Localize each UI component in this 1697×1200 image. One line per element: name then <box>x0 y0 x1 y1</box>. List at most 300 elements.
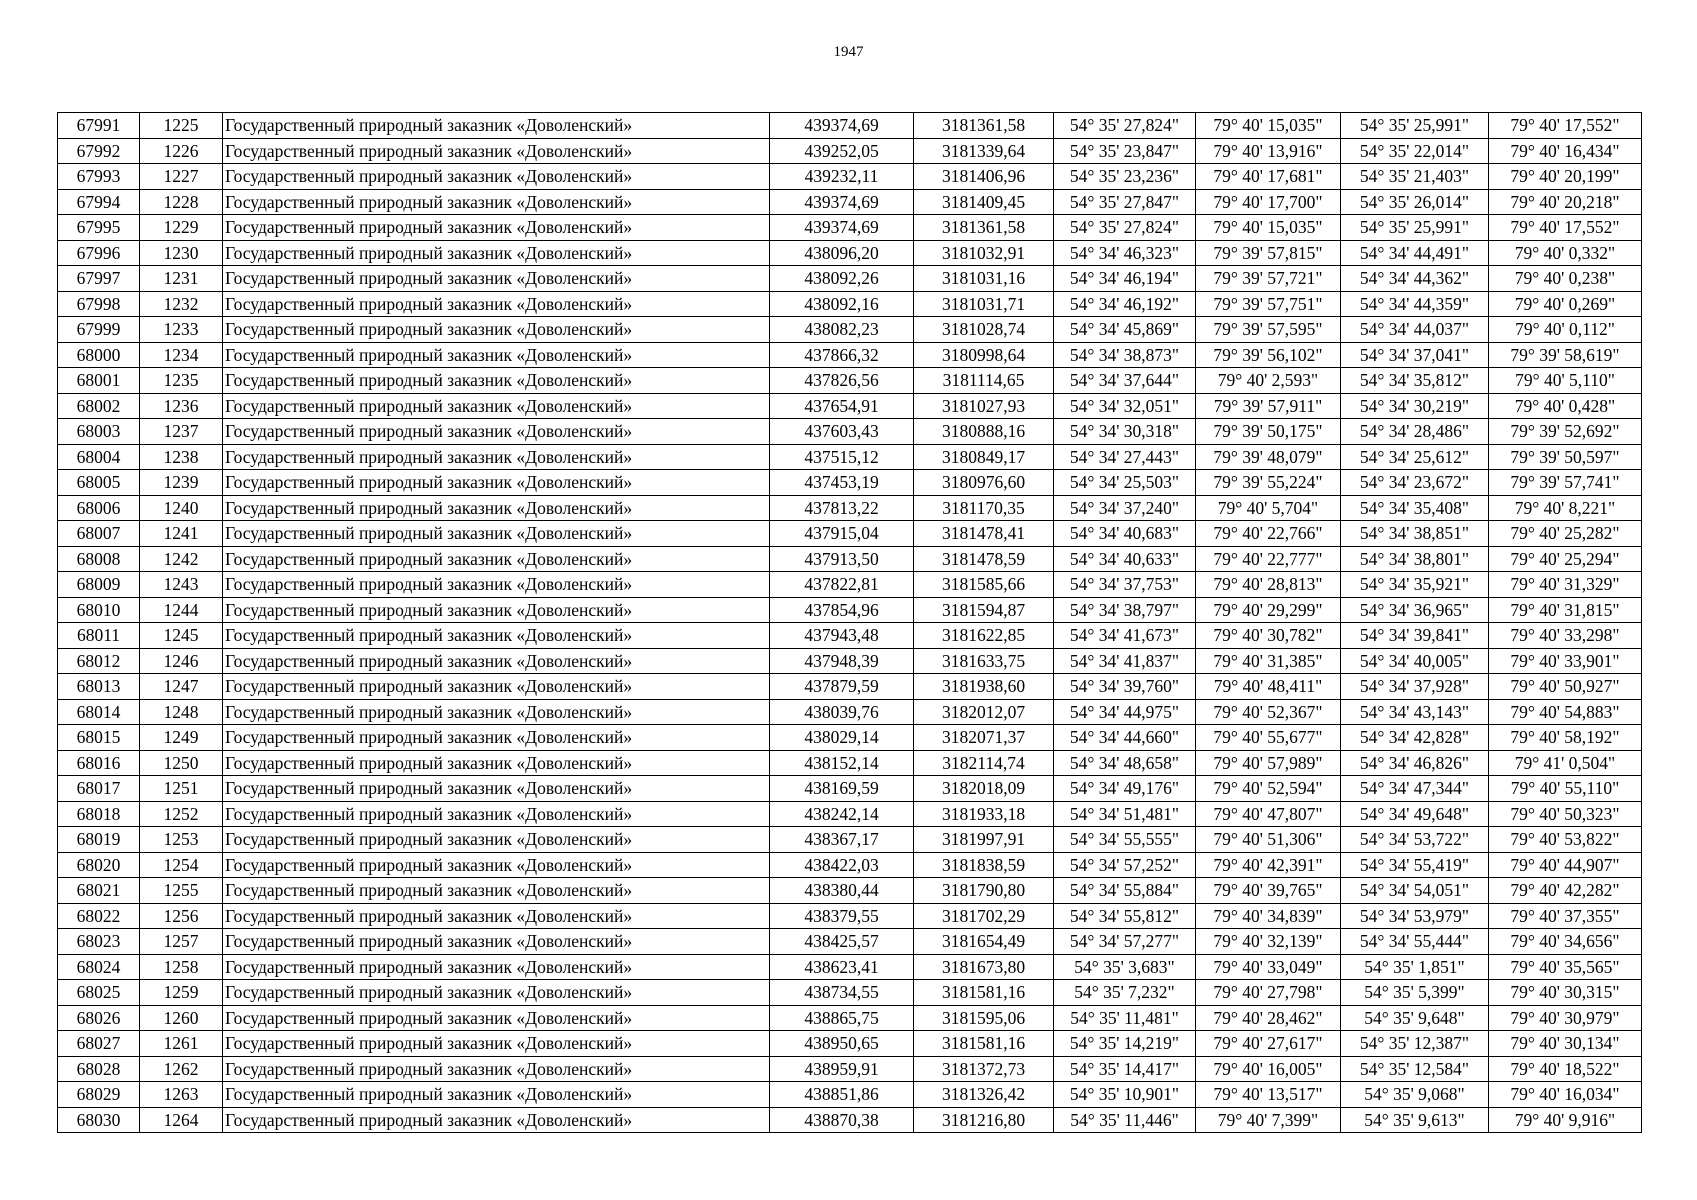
cell-row-number: 67999 <box>58 317 140 343</box>
cell-latitude-1: 54° 34' 38,873" <box>1054 342 1196 368</box>
cell-row-number: 67997 <box>58 266 140 292</box>
cell-longitude-1: 79° 40' 34,839" <box>1196 903 1341 929</box>
cell-reserve-name: Государственный природный заказник «Доволенский» <box>223 801 770 827</box>
cell-longitude-2: 79° 40' 17,552" <box>1489 215 1642 241</box>
table-row <box>58 648 1642 674</box>
cell-row-number: 67995 <box>58 215 140 241</box>
cell-latitude-1: 54° 35' 23,236" <box>1054 164 1196 190</box>
cell-latitude-2: 54° 34' 55,444" <box>1341 929 1489 955</box>
cell-longitude-1: 79° 40' 17,700" <box>1196 189 1341 215</box>
cell-row-number: 68010 <box>58 597 140 623</box>
cell-coord-x: 437913,50 <box>770 546 914 572</box>
cell-longitude-2: 79° 40' 44,907" <box>1489 852 1642 878</box>
cell-coord-x: 438422,03 <box>770 852 914 878</box>
cell-point-number: 1263 <box>140 1082 223 1108</box>
cell-reserve-name: Государственный природный заказник «Доволенский» <box>223 368 770 394</box>
cell-latitude-1: 54° 34' 48,658" <box>1054 750 1196 776</box>
cell-reserve-name: Государственный природный заказник «Доволенский» <box>223 623 770 649</box>
cell-point-number: 1252 <box>140 801 223 827</box>
cell-row-number: 68021 <box>58 878 140 904</box>
cell-latitude-2: 54° 34' 39,841" <box>1341 623 1489 649</box>
cell-row-number: 67992 <box>58 138 140 164</box>
cell-latitude-2: 54° 34' 38,801" <box>1341 546 1489 572</box>
cell-longitude-2: 79° 40' 42,282" <box>1489 878 1642 904</box>
cell-latitude-1: 54° 35' 11,446" <box>1054 1107 1196 1133</box>
cell-coord-y: 3181170,35 <box>914 495 1054 521</box>
cell-point-number: 1260 <box>140 1005 223 1031</box>
cell-coord-x: 437515,12 <box>770 444 914 470</box>
cell-longitude-1: 79° 39' 50,175" <box>1196 419 1341 445</box>
cell-coord-y: 3181339,64 <box>914 138 1054 164</box>
cell-coord-y: 3180888,16 <box>914 419 1054 445</box>
cell-longitude-1: 79° 39' 56,102" <box>1196 342 1341 368</box>
cell-latitude-2: 54° 34' 25,612" <box>1341 444 1489 470</box>
cell-latitude-2: 54° 34' 35,812" <box>1341 368 1489 394</box>
cell-reserve-name: Государственный природный заказник «Доволенский» <box>223 240 770 266</box>
cell-reserve-name: Государственный природный заказник «Доволенский» <box>223 546 770 572</box>
coordinates-table <box>57 112 1642 1133</box>
cell-coord-y: 3181622,85 <box>914 623 1054 649</box>
cell-latitude-1: 54° 34' 40,633" <box>1054 546 1196 572</box>
cell-reserve-name: Государственный природный заказник «Доволенский» <box>223 1031 770 1057</box>
cell-longitude-1: 79° 40' 52,594" <box>1196 776 1341 802</box>
cell-longitude-1: 79° 40' 5,704" <box>1196 495 1341 521</box>
cell-coord-y: 3181361,58 <box>914 113 1054 139</box>
cell-row-number: 68025 <box>58 980 140 1006</box>
cell-point-number: 1243 <box>140 572 223 598</box>
table-row <box>58 1056 1642 1082</box>
cell-row-number: 68004 <box>58 444 140 470</box>
cell-coord-x: 438096,20 <box>770 240 914 266</box>
cell-point-number: 1256 <box>140 903 223 929</box>
cell-point-number: 1232 <box>140 291 223 317</box>
cell-longitude-2: 79° 40' 18,522" <box>1489 1056 1642 1082</box>
cell-reserve-name: Государственный природный заказник «Доволенский» <box>223 317 770 343</box>
table-row <box>58 368 1642 394</box>
table-row <box>58 954 1642 980</box>
cell-row-number: 68006 <box>58 495 140 521</box>
cell-point-number: 1226 <box>140 138 223 164</box>
cell-row-number: 68011 <box>58 623 140 649</box>
cell-coord-x: 438169,59 <box>770 776 914 802</box>
cell-longitude-1: 79° 40' 28,813" <box>1196 572 1341 598</box>
table-row <box>58 164 1642 190</box>
cell-longitude-2: 79° 40' 37,355" <box>1489 903 1642 929</box>
cell-row-number: 68009 <box>58 572 140 598</box>
cell-longitude-2: 79° 40' 54,883" <box>1489 699 1642 725</box>
cell-row-number: 68007 <box>58 521 140 547</box>
cell-coord-x: 438380,44 <box>770 878 914 904</box>
cell-reserve-name: Государственный природный заказник «Доволенский» <box>223 776 770 802</box>
table-row <box>58 317 1642 343</box>
cell-latitude-2: 54° 34' 44,491" <box>1341 240 1489 266</box>
cell-coord-x: 438870,38 <box>770 1107 914 1133</box>
cell-row-number: 68002 <box>58 393 140 419</box>
cell-coord-x: 437948,39 <box>770 648 914 674</box>
cell-longitude-1: 79° 40' 32,139" <box>1196 929 1341 955</box>
cell-longitude-2: 79° 40' 31,815" <box>1489 597 1642 623</box>
cell-coord-x: 437603,43 <box>770 419 914 445</box>
cell-reserve-name: Государственный природный заказник «Доволенский» <box>223 495 770 521</box>
cell-coord-x: 437453,19 <box>770 470 914 496</box>
cell-latitude-1: 54° 34' 57,277" <box>1054 929 1196 955</box>
cell-row-number: 68024 <box>58 954 140 980</box>
cell-longitude-1: 79° 40' 17,681" <box>1196 164 1341 190</box>
cell-latitude-2: 54° 35' 9,648" <box>1341 1005 1489 1031</box>
cell-coord-y: 3181594,87 <box>914 597 1054 623</box>
cell-row-number: 68030 <box>58 1107 140 1133</box>
table-row <box>58 852 1642 878</box>
cell-longitude-1: 79° 40' 15,035" <box>1196 215 1341 241</box>
cell-reserve-name: Государственный природный заказник «Доволенский» <box>223 699 770 725</box>
cell-point-number: 1261 <box>140 1031 223 1057</box>
cell-reserve-name: Государственный природный заказник «Доволенский» <box>223 903 770 929</box>
cell-reserve-name: Государственный природный заказник «Доволенский» <box>223 1056 770 1082</box>
cell-row-number: 68016 <box>58 750 140 776</box>
cell-reserve-name: Государственный природный заказник «Доволенский» <box>223 164 770 190</box>
cell-longitude-1: 79° 40' 28,462" <box>1196 1005 1341 1031</box>
cell-latitude-1: 54° 34' 46,194" <box>1054 266 1196 292</box>
table-row <box>58 878 1642 904</box>
cell-coord-x: 437866,32 <box>770 342 914 368</box>
cell-coord-y: 3180976,60 <box>914 470 1054 496</box>
page-number: 1947 <box>833 44 864 60</box>
cell-coord-y: 3181216,80 <box>914 1107 1054 1133</box>
cell-latitude-2: 54° 34' 43,143" <box>1341 699 1489 725</box>
cell-longitude-1: 79° 40' 27,798" <box>1196 980 1341 1006</box>
cell-longitude-1: 79° 40' 42,391" <box>1196 852 1341 878</box>
cell-coord-y: 3182114,74 <box>914 750 1054 776</box>
cell-latitude-1: 54° 34' 55,555" <box>1054 827 1196 853</box>
cell-latitude-2: 54° 34' 30,219" <box>1341 393 1489 419</box>
cell-row-number: 68001 <box>58 368 140 394</box>
table-row <box>58 623 1642 649</box>
cell-longitude-2: 79° 41' 0,504" <box>1489 750 1642 776</box>
cell-coord-y: 3181406,96 <box>914 164 1054 190</box>
cell-coord-x: 437943,48 <box>770 623 914 649</box>
cell-longitude-1: 79° 40' 33,049" <box>1196 954 1341 980</box>
cell-longitude-2: 79° 40' 30,979" <box>1489 1005 1642 1031</box>
cell-longitude-1: 79° 40' 22,777" <box>1196 546 1341 572</box>
cell-longitude-2: 79° 40' 34,656" <box>1489 929 1642 955</box>
cell-reserve-name: Государственный природный заказник «Доволенский» <box>223 750 770 776</box>
cell-latitude-2: 54° 34' 35,408" <box>1341 495 1489 521</box>
cell-coord-x: 438623,41 <box>770 954 914 980</box>
cell-longitude-1: 79° 39' 55,224" <box>1196 470 1341 496</box>
cell-reserve-name: Государственный природный заказник «Доволенский» <box>223 470 770 496</box>
table-row <box>58 980 1642 1006</box>
cell-longitude-2: 79° 40' 17,552" <box>1489 113 1642 139</box>
cell-coord-x: 438959,91 <box>770 1056 914 1082</box>
cell-point-number: 1235 <box>140 368 223 394</box>
cell-coord-x: 438152,14 <box>770 750 914 776</box>
cell-point-number: 1230 <box>140 240 223 266</box>
cell-latitude-2: 54° 34' 36,965" <box>1341 597 1489 623</box>
cell-row-number: 67993 <box>58 164 140 190</box>
cell-longitude-2: 79° 40' 55,110" <box>1489 776 1642 802</box>
cell-longitude-1: 79° 40' 30,782" <box>1196 623 1341 649</box>
cell-latitude-2: 54° 34' 40,005" <box>1341 648 1489 674</box>
cell-coord-y: 3181032,91 <box>914 240 1054 266</box>
cell-latitude-1: 54° 34' 41,673" <box>1054 623 1196 649</box>
table-row <box>58 291 1642 317</box>
cell-row-number: 68013 <box>58 674 140 700</box>
table-row <box>58 240 1642 266</box>
cell-latitude-1: 54° 35' 27,824" <box>1054 215 1196 241</box>
cell-latitude-2: 54° 34' 37,928" <box>1341 674 1489 700</box>
cell-coord-y: 3181933,18 <box>914 801 1054 827</box>
cell-coord-y: 3181409,45 <box>914 189 1054 215</box>
cell-latitude-1: 54° 34' 44,975" <box>1054 699 1196 725</box>
cell-reserve-name: Государственный природный заказник «Доволенский» <box>223 521 770 547</box>
cell-coord-y: 3181478,41 <box>914 521 1054 547</box>
cell-reserve-name: Государственный природный заказник «Доволенский» <box>223 419 770 445</box>
cell-longitude-1: 79° 39' 48,079" <box>1196 444 1341 470</box>
cell-longitude-2: 79° 39' 57,741" <box>1489 470 1642 496</box>
cell-longitude-1: 79° 40' 7,399" <box>1196 1107 1341 1133</box>
cell-coord-y: 3181673,80 <box>914 954 1054 980</box>
cell-point-number: 1258 <box>140 954 223 980</box>
table-row <box>58 495 1642 521</box>
cell-reserve-name: Государственный природный заказник «Доволенский» <box>223 954 770 980</box>
cell-row-number: 67996 <box>58 240 140 266</box>
cell-coord-x: 438734,55 <box>770 980 914 1006</box>
cell-reserve-name: Государственный природный заказник «Доволенский» <box>223 597 770 623</box>
cell-longitude-1: 79° 40' 16,005" <box>1196 1056 1341 1082</box>
cell-row-number: 68015 <box>58 725 140 751</box>
cell-latitude-1: 54° 34' 40,683" <box>1054 521 1196 547</box>
cell-reserve-name: Государственный природный заказник «Доволенский» <box>223 852 770 878</box>
cell-longitude-2: 79° 40' 50,927" <box>1489 674 1642 700</box>
cell-reserve-name: Государственный природный заказник «Доволенский» <box>223 266 770 292</box>
table-row <box>58 776 1642 802</box>
table-row <box>58 189 1642 215</box>
cell-reserve-name: Государственный природный заказник «Доволенский» <box>223 572 770 598</box>
cell-coord-y: 3181114,65 <box>914 368 1054 394</box>
cell-coord-y: 3180849,17 <box>914 444 1054 470</box>
cell-longitude-1: 79° 40' 51,306" <box>1196 827 1341 853</box>
cell-coord-x: 439374,69 <box>770 113 914 139</box>
cell-longitude-2: 79° 39' 52,692" <box>1489 419 1642 445</box>
cell-longitude-1: 79° 40' 57,989" <box>1196 750 1341 776</box>
cell-latitude-1: 54° 34' 49,176" <box>1054 776 1196 802</box>
cell-coord-x: 439374,69 <box>770 215 914 241</box>
cell-reserve-name: Государственный природный заказник «Доволенский» <box>223 1005 770 1031</box>
table-row <box>58 725 1642 751</box>
table-row <box>58 215 1642 241</box>
cell-point-number: 1251 <box>140 776 223 802</box>
cell-coord-x: 439252,05 <box>770 138 914 164</box>
cell-coord-x: 438092,26 <box>770 266 914 292</box>
cell-longitude-2: 79° 39' 50,597" <box>1489 444 1642 470</box>
cell-row-number: 68022 <box>58 903 140 929</box>
cell-coord-y: 3181654,49 <box>914 929 1054 955</box>
cell-coord-x: 437654,91 <box>770 393 914 419</box>
cell-coord-x: 438379,55 <box>770 903 914 929</box>
cell-longitude-1: 79° 40' 13,517" <box>1196 1082 1341 1108</box>
cell-longitude-1: 79° 40' 31,385" <box>1196 648 1341 674</box>
table-row <box>58 827 1642 853</box>
cell-latitude-1: 54° 35' 11,481" <box>1054 1005 1196 1031</box>
cell-reserve-name: Государственный природный заказник «Доволенский» <box>223 725 770 751</box>
cell-latitude-2: 54° 34' 53,722" <box>1341 827 1489 853</box>
cell-longitude-1: 79° 40' 22,766" <box>1196 521 1341 547</box>
cell-point-number: 1225 <box>140 113 223 139</box>
cell-latitude-1: 54° 35' 10,901" <box>1054 1082 1196 1108</box>
cell-point-number: 1233 <box>140 317 223 343</box>
cell-reserve-name: Государственный природный заказник «Доволенский» <box>223 393 770 419</box>
table-row <box>58 674 1642 700</box>
cell-row-number: 68023 <box>58 929 140 955</box>
cell-longitude-1: 79° 40' 27,617" <box>1196 1031 1341 1057</box>
cell-point-number: 1227 <box>140 164 223 190</box>
cell-latitude-2: 54° 34' 46,826" <box>1341 750 1489 776</box>
cell-longitude-2: 79° 39' 58,619" <box>1489 342 1642 368</box>
cell-latitude-2: 54° 34' 49,648" <box>1341 801 1489 827</box>
cell-longitude-1: 79° 40' 15,035" <box>1196 113 1341 139</box>
cell-row-number: 68020 <box>58 852 140 878</box>
cell-coord-y: 3182012,07 <box>914 699 1054 725</box>
table-row <box>58 138 1642 164</box>
table-row <box>58 521 1642 547</box>
cell-reserve-name: Государственный природный заказник «Доволенский» <box>223 444 770 470</box>
cell-reserve-name: Государственный природный заказник «Доволенский» <box>223 342 770 368</box>
cell-longitude-2: 79° 40' 0,112" <box>1489 317 1642 343</box>
cell-coord-y: 3181361,58 <box>914 215 1054 241</box>
cell-row-number: 68012 <box>58 648 140 674</box>
cell-latitude-2: 54° 34' 37,041" <box>1341 342 1489 368</box>
cell-latitude-1: 54° 34' 46,192" <box>1054 291 1196 317</box>
cell-row-number: 68008 <box>58 546 140 572</box>
cell-reserve-name: Государственный природный заказник «Доволенский» <box>223 648 770 674</box>
cell-point-number: 1250 <box>140 750 223 776</box>
cell-coord-x: 437813,22 <box>770 495 914 521</box>
cell-latitude-2: 54° 35' 12,584" <box>1341 1056 1489 1082</box>
cell-latitude-2: 54° 34' 38,851" <box>1341 521 1489 547</box>
cell-reserve-name: Государственный природный заказник «Доволенский» <box>223 1082 770 1108</box>
cell-longitude-2: 79° 40' 50,323" <box>1489 801 1642 827</box>
cell-point-number: 1239 <box>140 470 223 496</box>
table-row <box>58 801 1642 827</box>
cell-coord-y: 3181372,73 <box>914 1056 1054 1082</box>
cell-coord-y: 3180998,64 <box>914 342 1054 368</box>
table-row <box>58 1005 1642 1031</box>
cell-point-number: 1255 <box>140 878 223 904</box>
cell-point-number: 1242 <box>140 546 223 572</box>
cell-latitude-1: 54° 34' 46,323" <box>1054 240 1196 266</box>
cell-longitude-2: 79° 40' 16,434" <box>1489 138 1642 164</box>
cell-point-number: 1248 <box>140 699 223 725</box>
cell-latitude-1: 54° 35' 14,417" <box>1054 1056 1196 1082</box>
cell-longitude-1: 79° 39' 57,911" <box>1196 393 1341 419</box>
cell-coord-y: 3181595,06 <box>914 1005 1054 1031</box>
cell-reserve-name: Государственный природный заказник «Доволенский» <box>223 980 770 1006</box>
cell-row-number: 68000 <box>58 342 140 368</box>
cell-coord-x: 438950,65 <box>770 1031 914 1057</box>
cell-longitude-2: 79° 40' 8,221" <box>1489 495 1642 521</box>
cell-reserve-name: Государственный природный заказник «Доволенский» <box>223 929 770 955</box>
table-row <box>58 342 1642 368</box>
cell-row-number: 68005 <box>58 470 140 496</box>
cell-point-number: 1257 <box>140 929 223 955</box>
cell-longitude-2: 79° 40' 25,294" <box>1489 546 1642 572</box>
cell-longitude-2: 79° 40' 31,329" <box>1489 572 1642 598</box>
cell-row-number: 68018 <box>58 801 140 827</box>
cell-point-number: 1237 <box>140 419 223 445</box>
cell-latitude-1: 54° 34' 41,837" <box>1054 648 1196 674</box>
cell-coord-y: 3181478,59 <box>914 546 1054 572</box>
cell-point-number: 1247 <box>140 674 223 700</box>
cell-latitude-1: 54° 34' 39,760" <box>1054 674 1196 700</box>
cell-point-number: 1259 <box>140 980 223 1006</box>
cell-coord-y: 3181027,93 <box>914 393 1054 419</box>
cell-coord-x: 437822,81 <box>770 572 914 598</box>
cell-latitude-1: 54° 34' 45,869" <box>1054 317 1196 343</box>
cell-row-number: 68003 <box>58 419 140 445</box>
cell-longitude-1: 79° 39' 57,815" <box>1196 240 1341 266</box>
cell-latitude-2: 54° 35' 26,014" <box>1341 189 1489 215</box>
cell-coord-x: 439232,11 <box>770 164 914 190</box>
cell-point-number: 1253 <box>140 827 223 853</box>
cell-coord-x: 438367,17 <box>770 827 914 853</box>
cell-point-number: 1264 <box>140 1107 223 1133</box>
table-row <box>58 444 1642 470</box>
cell-longitude-2: 79° 40' 35,565" <box>1489 954 1642 980</box>
cell-point-number: 1241 <box>140 521 223 547</box>
cell-coord-y: 3182018,09 <box>914 776 1054 802</box>
table-row <box>58 572 1642 598</box>
cell-latitude-1: 54° 34' 55,812" <box>1054 903 1196 929</box>
cell-row-number: 68019 <box>58 827 140 853</box>
cell-coord-y: 3181581,16 <box>914 1031 1054 1057</box>
cell-longitude-2: 79° 40' 30,315" <box>1489 980 1642 1006</box>
cell-latitude-1: 54° 34' 37,753" <box>1054 572 1196 598</box>
cell-longitude-1: 79° 40' 48,411" <box>1196 674 1341 700</box>
cell-reserve-name: Государственный природный заказник «Доволенский» <box>223 113 770 139</box>
cell-latitude-2: 54° 35' 25,991" <box>1341 215 1489 241</box>
cell-latitude-1: 54° 34' 51,481" <box>1054 801 1196 827</box>
cell-latitude-1: 54° 34' 38,797" <box>1054 597 1196 623</box>
cell-latitude-2: 54° 35' 5,399" <box>1341 980 1489 1006</box>
cell-reserve-name: Государственный природный заказник «Доволенский» <box>223 827 770 853</box>
cell-longitude-2: 79° 40' 0,269" <box>1489 291 1642 317</box>
cell-coord-y: 3181633,75 <box>914 648 1054 674</box>
table-row <box>58 750 1642 776</box>
cell-latitude-2: 54° 34' 55,419" <box>1341 852 1489 878</box>
table-row <box>58 597 1642 623</box>
cell-latitude-1: 54° 34' 37,644" <box>1054 368 1196 394</box>
cell-coord-y: 3181028,74 <box>914 317 1054 343</box>
cell-row-number: 67998 <box>58 291 140 317</box>
cell-coord-y: 3181031,16 <box>914 266 1054 292</box>
cell-latitude-1: 54° 34' 30,318" <box>1054 419 1196 445</box>
cell-row-number: 68014 <box>58 699 140 725</box>
cell-latitude-2: 54° 35' 9,068" <box>1341 1082 1489 1108</box>
cell-longitude-1: 79° 39' 57,595" <box>1196 317 1341 343</box>
cell-longitude-2: 79° 40' 0,332" <box>1489 240 1642 266</box>
table-row <box>58 546 1642 572</box>
cell-longitude-1: 79° 40' 52,367" <box>1196 699 1341 725</box>
cell-reserve-name: Государственный природный заказник «Доволенский» <box>223 189 770 215</box>
cell-latitude-1: 54° 34' 55,884" <box>1054 878 1196 904</box>
cell-coord-y: 3181838,59 <box>914 852 1054 878</box>
cell-row-number: 67991 <box>58 113 140 139</box>
cell-coord-x: 437879,59 <box>770 674 914 700</box>
cell-coord-x: 438425,57 <box>770 929 914 955</box>
cell-reserve-name: Государственный природный заказник «Доволенский» <box>223 215 770 241</box>
cell-coord-x: 437915,04 <box>770 521 914 547</box>
cell-latitude-1: 54° 35' 14,219" <box>1054 1031 1196 1057</box>
